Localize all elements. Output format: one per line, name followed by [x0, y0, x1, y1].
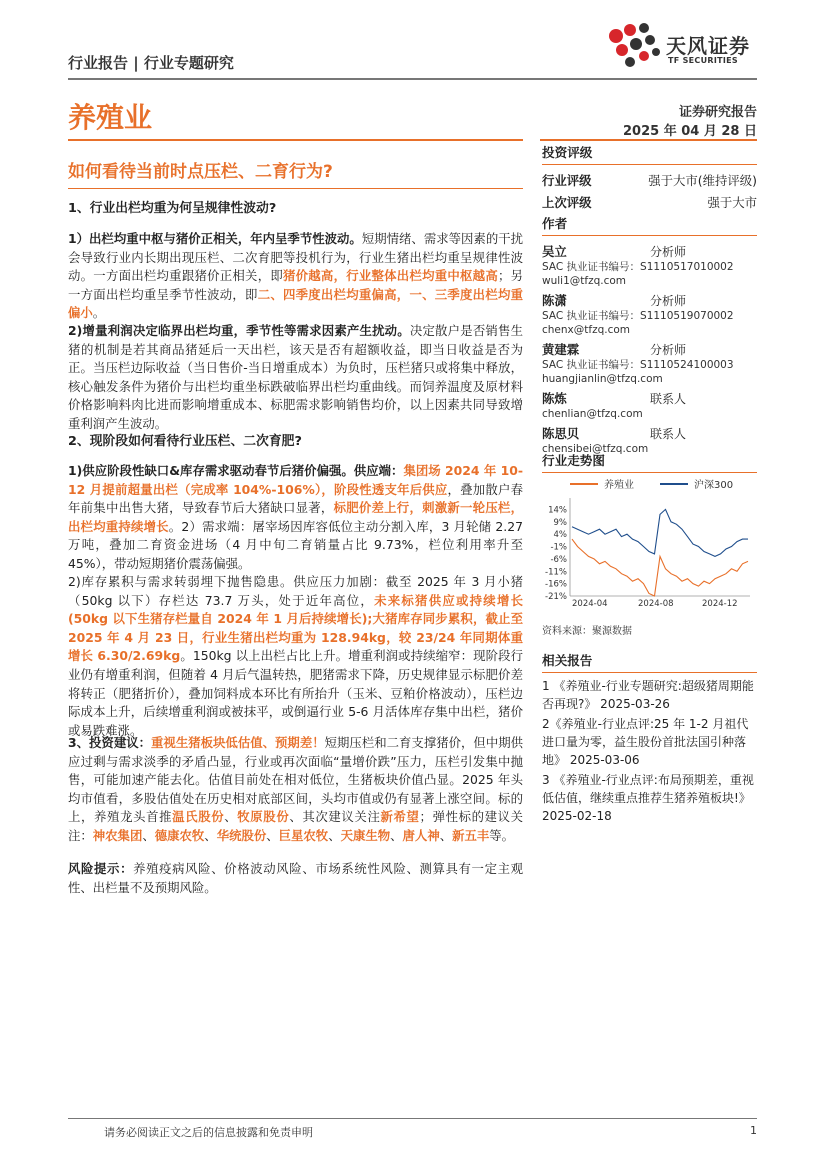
- header-divider: [68, 78, 757, 80]
- y-tick-label: -6%: [550, 554, 567, 565]
- company-name-cn: 天风证券: [666, 34, 750, 58]
- logo-dot: [652, 48, 660, 56]
- text-run: 短期压栏和二育支撑猪价，但中期供应过剩与需求淡季的矛盾凸显，行业或再次面临“量增价跌”压力，压栏引发集中抛售，可能加速产能去化。估值目前处在相对低位，生猪板块价值凸显。2025 年头均市值看，多股估值处在历史相对底部区间，头均市值或仍有显著上涨空间。标的上，养殖龙头首推: [68, 735, 524, 825]
- author-entry: [542, 340, 757, 386]
- related-report-link[interactable]: 2《养殖业-行业点评:25 年 1-2 月祖代进口量为零，益生股份首批法国引种落地》 2025-03-06: [542, 717, 749, 767]
- author-role: 分析师: [650, 245, 687, 259]
- report-type: 证券研究报告: [678, 105, 757, 120]
- body-section-1-title: 1、行业出栏均重为何呈规律性波动?: [68, 201, 277, 216]
- trend-block: [542, 450, 757, 473]
- author-name: 黄建霖: [542, 342, 580, 357]
- trend-title: 行业走势图: [542, 453, 605, 468]
- y-tick-label: -21%: [545, 592, 567, 602]
- related-title: 相关报告: [542, 653, 593, 668]
- y-tick-label: 9%: [553, 517, 567, 528]
- logo-dot: [616, 44, 628, 56]
- body-paragraph-4: [68, 573, 523, 740]
- text-run: 新五丰: [452, 827, 490, 843]
- author-role: 联系人: [650, 392, 687, 406]
- text-run: 等。: [489, 827, 515, 843]
- author-role: 分析师: [650, 294, 687, 308]
- text-run: 3、投资建议：: [68, 735, 152, 750]
- risk-warning: [68, 860, 523, 897]
- logo-dot: [639, 51, 649, 61]
- report-category: 行业报告 | 行业专题研究: [68, 54, 234, 72]
- text-run: 。150kg 以上出栏占比上升。增重利润或持续缩窄：现阶段行业仍有增重利润，但随着 4 月后气温转热，肥猪需求下降，历史规律显示标肥价差将转正（肥猪折价），叠加饲料成本环比有所抬升（玉米、豆粕价格波动），压栏边际成本上升，后续增重利润或被抹平，或倒逼行业 5-6 月活体库存集中出栏，猪价或易跌难涨。: [68, 648, 523, 738]
- logo-dot: [625, 57, 635, 67]
- text-run: 1）出栏均重中枢与猪价正相关，年内呈季节性波动。: [68, 231, 362, 246]
- text-run: 、: [390, 827, 403, 843]
- text-run: 新希望: [380, 809, 420, 825]
- logo-dot: [645, 35, 655, 45]
- text-run: 德康农牧: [154, 827, 205, 843]
- y-tick-label: 4%: [553, 530, 567, 541]
- logo-dot: [639, 23, 649, 33]
- author-email[interactable]: chenx@tfzq.com: [542, 324, 631, 336]
- author-name: 陈思贝: [542, 426, 580, 441]
- author-role: 分析师: [650, 343, 687, 357]
- tf-logo-icon: [608, 22, 664, 72]
- text-run: 重视生猪板块低估值、预期差！: [151, 735, 325, 750]
- text-run: 华统股份: [216, 827, 267, 843]
- text-run: 、: [204, 827, 217, 843]
- text-run: ；弹性标的建议关注：: [68, 809, 524, 843]
- series-line: [572, 509, 748, 556]
- text-run: 二、四季度出栏均重偏高，一、三季度出栏均重偏小: [68, 286, 524, 321]
- body-paragraph-1: [68, 230, 523, 323]
- text-run: 天康生物: [340, 827, 391, 843]
- legend-label: 沪深300: [694, 480, 734, 491]
- text-run: 风险提示：: [68, 861, 134, 876]
- series-line: [572, 539, 748, 596]
- x-tick-label: 2024-12: [702, 599, 738, 609]
- x-tick-label: 2024-04: [572, 599, 608, 609]
- author-sac: SAC 执业证书编号：S1110524100003: [542, 359, 734, 371]
- text-run: 。2）需求端：屠宰场因库容低位主动分割入库，3 月轮储 2.27 万吨，叠加二育资金进场（4 月中旬二育销量占比 9.73%，栏位利用率升至 45%），带动短期猪价震荡偏强。: [68, 518, 524, 571]
- author-sac: SAC 执业证书编号：S1110519070002: [542, 310, 734, 322]
- text-run: 唐人神: [402, 827, 440, 843]
- author-name: 陈潇: [542, 293, 567, 308]
- text-run: 、: [224, 809, 238, 825]
- text-run: 、: [266, 827, 279, 843]
- report-date: 2025 年 04 月 28 日: [623, 124, 757, 139]
- text-run: 、: [439, 827, 453, 843]
- prev-rating-label: 上次评级: [542, 195, 592, 210]
- body-paragraph-5: [68, 734, 523, 846]
- x-tick-label: 2024-08: [638, 599, 674, 609]
- rating-value: 强于大市(维持评级): [648, 173, 757, 188]
- author-sac: SAC 执业证书编号：S1110517010002: [542, 261, 734, 273]
- text-run: 、: [142, 827, 155, 843]
- rating-label: 行业评级: [542, 173, 592, 188]
- text-run: 决定散户是否销售生猪的机制是若其商品猪延后一天出栏，该天是否有超额收益，即当日收益是否为正。当压栏边际收益（当日售价-当日增重成本）为负时，压栏猪只或将集中释放，核心触发条件为猪价与出栏均重坐标跌破临界出栏均重曲线。而饲养温度及原材料价格影响料肉比进而影响增重成本、标肥需求影响销售均价，以上因素共同导致增重利润产生波动。: [68, 323, 523, 431]
- text-run: 养殖疫病风险、价格波动风险、市场系统性风险、测算具有一定主观性、出栏量不及预期风险。: [68, 861, 524, 895]
- text-run: 巨星农牧: [278, 827, 329, 843]
- text-run: 、其次建议关注: [289, 809, 381, 825]
- text-run: 温氏股份: [172, 809, 225, 825]
- text-run: 神农集团: [92, 827, 143, 843]
- related-block: [542, 650, 757, 827]
- related-report-link[interactable]: 3 《养殖业-行业点评:布局预期差，重视低估值，继续重点推荐生猪养殖板块!》 2025-02-18: [542, 773, 754, 823]
- legend-label: 养殖业: [604, 480, 634, 491]
- chart-source: 资料来源：聚源数据: [542, 626, 632, 637]
- prev-rating-value: 强于大市: [707, 195, 757, 210]
- author-role: 联系人: [650, 427, 687, 441]
- text-run: 牧原股份: [237, 809, 290, 825]
- logo-dot: [609, 29, 623, 43]
- text-run: 标肥价差上行，刺激新一轮压栏，出栏均重持续增长: [68, 500, 524, 534]
- text-run: 集团场 2024 年 10-12 月提前超量出栏（完成率 104%-106%），阶段性透支年后供应: [68, 463, 524, 497]
- headline-divider: [68, 188, 523, 189]
- logo-dot: [630, 38, 642, 50]
- author-email[interactable]: huangjianlin@tfzq.com: [542, 373, 663, 385]
- author-entry: [542, 242, 757, 288]
- body-paragraph-3: [68, 462, 523, 574]
- rating-block: [542, 142, 757, 211]
- title-divider: [68, 139, 523, 141]
- footer-divider: [68, 1118, 757, 1119]
- y-tick-label: -16%: [545, 579, 567, 590]
- text-run: ；另一方面出栏均重呈季节性波动，即: [68, 268, 524, 302]
- body-section-2-title: 2、现阶段如何看待行业压栏、二次育肥?: [68, 434, 302, 449]
- authors-title: 作者: [542, 216, 568, 231]
- author-email[interactable]: chensibei@tfzq.com: [542, 443, 649, 455]
- text-run: 1)供应阶段性缺口&库存需求驱动春节后猪价偏强。供应端：: [68, 463, 404, 478]
- authors-block: [542, 213, 757, 459]
- text-run: 短期情绪、需求等因素的干扰会导致行业内长期出现压栏、二次育肥等投机行为，行业生猪出栏均重呈规律性波动。一方面出栏均重跟猪价正相关，即: [68, 231, 524, 284]
- page-number: 1: [750, 1124, 757, 1137]
- y-tick-label: 14%: [548, 505, 567, 516]
- author-email[interactable]: wuli1@tfzq.com: [542, 275, 627, 287]
- text-run: 2)库存累积与需求转弱埋下抛售隐患。供应压力加剧：截至 2025 年 3 月小猪（50kg 以下）存栏达 73.7 万头，处于近年高位，: [68, 574, 523, 608]
- text-run: 、: [328, 827, 341, 843]
- sidebar-top-divider: [540, 139, 757, 141]
- related-report-link[interactable]: 1 《养殖业-行业专题研究:超级猪周期能否再现?》 2025-03-26: [542, 679, 754, 711]
- text-run: 2)增量利润决定临界出栏均重，季节性等需求因素产生扰动。: [68, 323, 410, 338]
- logo-dot: [624, 24, 636, 36]
- text-run: ，叠加散户春年前集中出售大猪，导致春节后大猪缺口显著，: [68, 481, 524, 516]
- text-run: 。: [92, 305, 106, 321]
- author-email[interactable]: chenlian@tfzq.com: [542, 408, 643, 420]
- industry-trend-chart: [540, 474, 757, 609]
- footer-disclaimer: 请务必阅读正文之后的信息披露和免责申明: [104, 1126, 313, 1139]
- text-run: 未来标猪供应或持续增长(50kg 以下生猪存栏量自 2024 年 1 月后持续增长);大猪库存同步累积，截止至 2025 年 4 月 23 日，行业生猪出栏均重为 128.94kg，较 23/24 年同期体重增长 6.30/2.69kg: [68, 592, 524, 664]
- author-name: 陈炼: [542, 391, 567, 406]
- author-entry: [542, 291, 757, 337]
- y-tick-label: -11%: [545, 567, 567, 578]
- y-tick-label: -1%: [550, 542, 567, 553]
- author-name: 吴立: [542, 244, 567, 259]
- author-entry: [542, 389, 757, 421]
- body-paragraph-2: [68, 322, 523, 434]
- sector-title: 养殖业: [68, 101, 153, 134]
- text-run: 猪价越高，行业整体出栏均重中枢越高: [282, 268, 498, 284]
- rating-title: 投资评级: [542, 145, 593, 160]
- company-name-en: TF SECURITIES: [668, 56, 738, 65]
- report-headline: 如何看待当前时点压栏、二育行为?: [68, 162, 333, 182]
